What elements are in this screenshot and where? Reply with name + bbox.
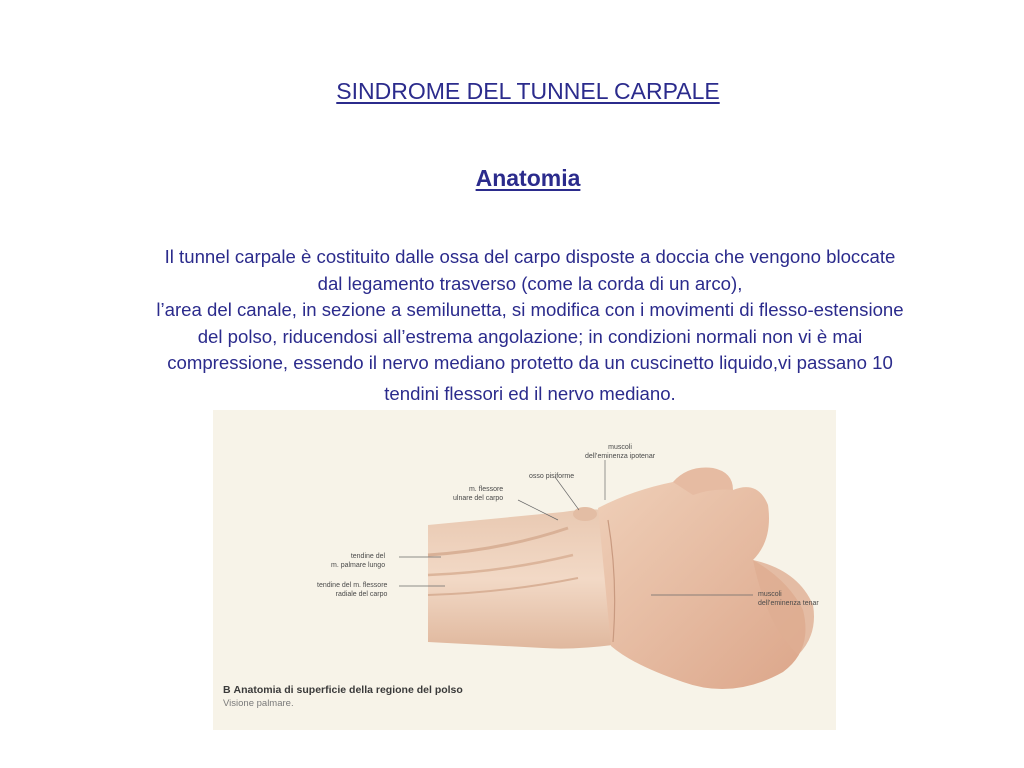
paragraph-line: l’area del canale, in sezione a semilunetta, si modifica con i movimenti di flesso-estensione	[156, 299, 904, 320]
body-paragraph	[55, 244, 1005, 407]
wrist-illustration	[213, 410, 836, 730]
slide-subtitle: Anatomia	[475, 165, 581, 191]
label-flessore-radiale: tendine del m. flessore radiale del carpo	[317, 582, 388, 598]
label-muscoli-tenar: muscoli dell’eminenza tenar	[758, 591, 819, 607]
label-muscoli-ipotenar: muscoli dell’eminenza ipotenar	[585, 444, 656, 460]
paragraph-line: tendini flessori ed il nervo mediano.	[384, 382, 676, 404]
paragraph-line: del polso, riducendosi all’estrema angolazione; in condizioni normali non vi è mai	[197, 325, 863, 347]
paragraph-line: compressione, essendo il nervo mediano protetto da un cuscinetto liquido,vi passano 10	[167, 352, 893, 373]
label-osso-pisiforme: osso pisiforme	[529, 473, 575, 480]
caption-sub: Visione palmare.	[223, 698, 294, 709]
wrist-anatomy-figure	[213, 410, 836, 730]
label-palmare-lungo: tendine del m. palmare lungo	[331, 553, 386, 569]
paragraph-line: Il tunnel carpale è costituito dalle ossa del carpo disposte a doccia che vengono bloccate	[164, 246, 896, 267]
label-flessore-ulnare: m. flessore ulnare del carpo	[453, 486, 504, 502]
slide-title: SINDROME DEL TUNNEL CARPALE	[336, 78, 720, 104]
caption-title: Anatomia di superficie della regione del polso	[233, 684, 463, 696]
paragraph-line: dal legamento trasverso (come la corda di un arco),	[317, 272, 743, 294]
figure-caption	[223, 684, 463, 710]
caption-letter: B	[223, 684, 231, 696]
